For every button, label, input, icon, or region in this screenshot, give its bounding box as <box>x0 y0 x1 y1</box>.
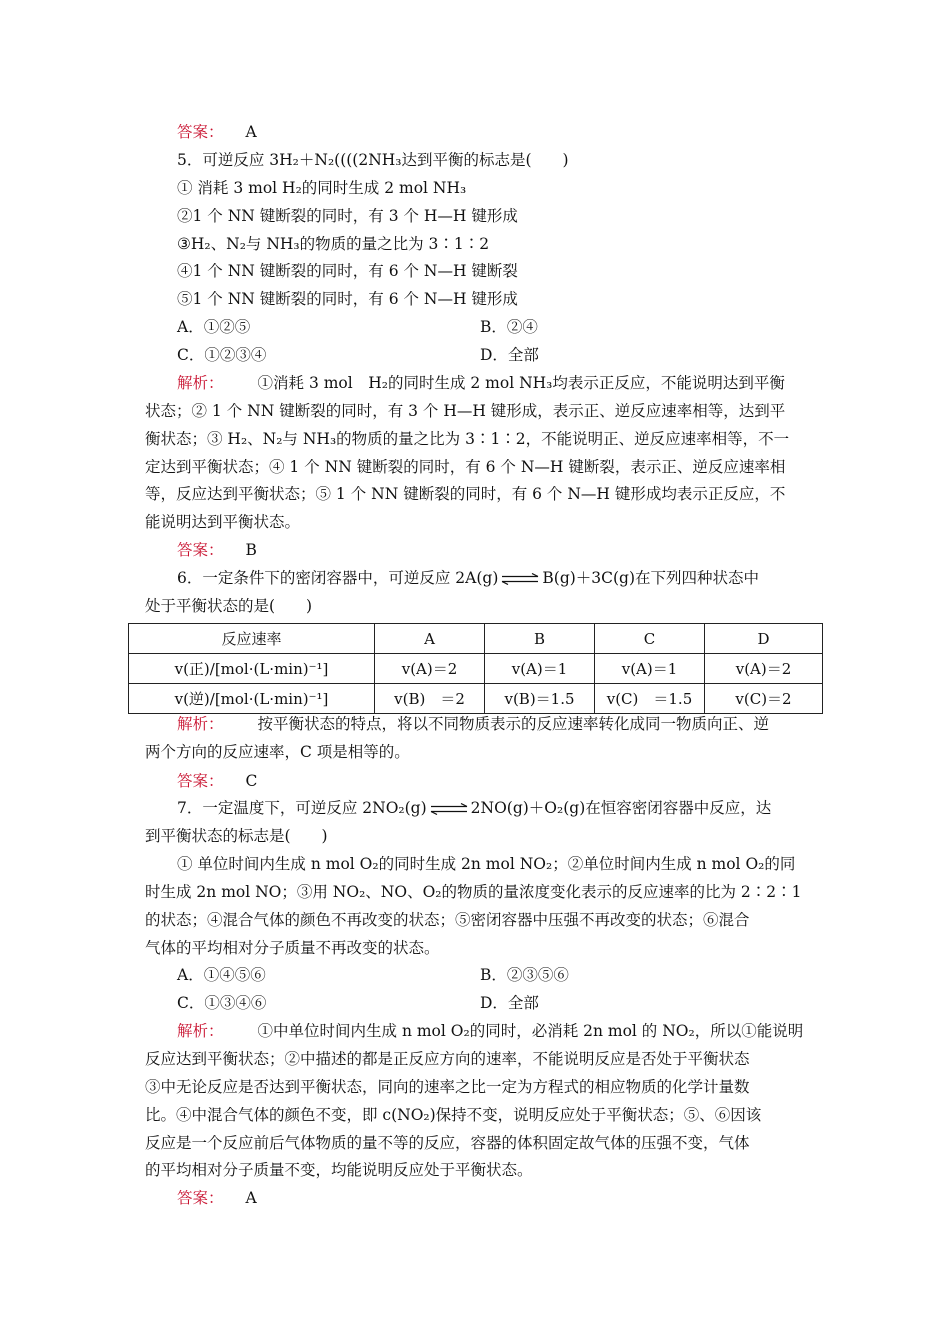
q7-analysis-line-3: ③中无论反应是否达到平衡状态，同向的速率之比一定为方程式的相应物质的化学计量数 <box>145 1078 750 1096</box>
answer-value: B <box>245 541 257 559</box>
q5-option-1: ① 消耗 3 mol H₂的同时生成 2 mol NH₃ <box>177 179 467 197</box>
q7-analysis-line-5: 反应是一个反应前后气体物质的量不等的反应，容器的体积固定故气体的压强不变，气体 <box>145 1134 750 1152</box>
table-header-cell: 反应速率 <box>129 624 375 654</box>
q7-analysis-line-1: 解析： ①中单位时间内生成 n mol O₂的同时，必消耗 2n mol 的 NO₂，所以①能说明 <box>177 1022 804 1040</box>
reversible-arrow-icon <box>429 803 469 815</box>
table-cell: v(B) ＝2 <box>375 684 485 714</box>
table-cell: v(C)＝2 <box>705 684 823 714</box>
q5-choice-d: D．全部 <box>480 346 539 364</box>
q5-choice-a: A．①②⑤ <box>177 318 251 336</box>
analysis-label: 解析： <box>177 374 224 392</box>
q7-analysis-line-4: 比。④中混合气体的颜色不变，即 c(NO₂)保持不变，说明反应处于平衡状态；⑤、⑥因该 <box>145 1106 762 1124</box>
q5-analysis-line-4: 定达到平衡状态；④ 1 个 NN 键断裂的同时，有 6 个 N—H 键断裂，表示正、逆反应速率相 <box>145 458 786 476</box>
table-row <box>129 654 823 684</box>
table-cell: v(C) ＝1.5 <box>595 684 705 714</box>
table-cell: v(A)＝2 <box>375 654 485 684</box>
q7-stem-line-1: 7．一定温度下，可逆反应 2NO₂(g) 2NO(g)＋O₂(g)在恒容密闭容器中反应，达 <box>177 799 772 817</box>
q5-analysis-line-2: 状态；② 1 个 NN 键断裂的同时，有 3 个 H—H 键形成，表示正、逆反应速率相等，达到平 <box>145 402 786 420</box>
table-cell: v(A)＝2 <box>705 654 823 684</box>
answer-label: 答案： <box>177 772 224 790</box>
analysis-label: 解析： <box>177 1022 224 1040</box>
answer-value: A <box>245 123 257 141</box>
table-cell: v(A)＝1 <box>595 654 705 684</box>
q7-choice-b: B．②③⑤⑥ <box>480 966 569 984</box>
q5-choice-c: C．①②③④ <box>177 346 267 364</box>
q6-answer <box>177 771 257 791</box>
q5-analysis-line-6: 能说明达到平衡状态。 <box>145 513 301 531</box>
q7-condition-line-4: 气体的平均相对分子质量不再改变的状态。 <box>145 939 440 957</box>
q5-analysis-line-5: 等，反应达到平衡状态；⑤ 1 个 NN 键断裂的同时，有 6 个 N—H 键形成均表示正反应，不 <box>145 485 786 503</box>
table-cell: v(逆)/[mol·(L·min)⁻¹] <box>129 684 375 714</box>
q7-answer <box>177 1188 257 1208</box>
answer-label: 答案： <box>177 541 224 559</box>
q7-analysis-line-6: 的平均相对分子质量不变，均能说明反应处于平衡状态。 <box>145 1161 533 1179</box>
q7-choice-a: A．①④⑤⑥ <box>177 966 266 984</box>
q7-choice-c: C．①③④⑥ <box>177 994 267 1012</box>
q7-analysis-line-2: 反应达到平衡状态；②中描述的都是正反应方向的速率，不能说明反应是否处于平衡状态 <box>145 1050 750 1068</box>
q7-stem-line-2: 到平衡状态的标志是( ) <box>145 827 328 845</box>
q5-option-4: ④1 个 NN 键断裂的同时，有 6 个 N—H 键断裂 <box>177 262 518 280</box>
analysis-label: 解析： <box>177 715 224 733</box>
table-header-cell: D <box>705 624 823 654</box>
table-cell: v(B)＝1.5 <box>485 684 595 714</box>
q7-choice-d: D．全部 <box>480 994 539 1012</box>
table-cell: v(正)/[mol·(L·min)⁻¹] <box>129 654 375 684</box>
q5-analysis-line-3: 衡状态；③ H₂、N₂与 NH₃的物质的量之比为 3∶1∶2，不能说明正、逆反应速率相等，不一 <box>145 430 790 448</box>
answer-label: 答案： <box>177 1189 224 1207</box>
table-row <box>129 684 823 714</box>
q5-option-5: ⑤1 个 NN 键断裂的同时，有 6 个 N—H 键形成 <box>177 290 518 308</box>
answer-value: A <box>245 1189 257 1207</box>
q5-answer <box>177 540 257 560</box>
q5-option-3: ③H₂、N₂与 NH₃的物质的量之比为 3∶1∶2 <box>177 235 490 253</box>
q7-condition-line-1: ① 单位时间内生成 n mol O₂的同时生成 2n mol NO₂；②单位时间内生成 n mol O₂的同 <box>177 855 796 873</box>
q5-choice-b: B．②④ <box>480 318 538 336</box>
q7-condition-line-3: 的状态；④混合气体的颜色不再改变的状态；⑤密闭容器中压强不再改变的状态；⑥混合 <box>145 911 750 929</box>
table-header-cell: A <box>375 624 485 654</box>
q6-stem-line-1: 6．一定条件下的密闭容器中，可逆反应 2A(g) B(g)＋3C(g)在下列四种状态中 <box>177 569 760 587</box>
q6-analysis-line-2: 两个方向的反应速率，C 项是相等的。 <box>145 743 410 761</box>
table-header-cell: B <box>485 624 595 654</box>
answer-value: C <box>245 772 258 790</box>
table-header-cell: C <box>595 624 705 654</box>
q6-analysis-line-1: 解析： 按平衡状态的特点，将以不同物质表示的反应速率转化成同一物质向正、逆 <box>177 715 770 733</box>
table-header-row <box>129 624 823 654</box>
q6-stem-line-2: 处于平衡状态的是( ) <box>145 597 313 615</box>
q5-analysis-line-1: 解析： ①消耗 3 mol H₂的同时生成 2 mol NH₃均表示正反应，不能说明达到平衡 <box>177 374 785 392</box>
rate-table <box>128 623 823 714</box>
table-cell: v(A)＝1 <box>485 654 595 684</box>
answer-label: 答案： <box>177 123 224 141</box>
q5-stem: 5．可逆反应 3H₂＋N₂((((2NH₃达到平衡的标志是( ) <box>177 151 569 169</box>
reversible-arrow-icon <box>500 573 540 585</box>
q4-answer <box>177 122 257 142</box>
q5-option-2: ②1 个 NN 键断裂的同时，有 3 个 H—H 键形成 <box>177 207 518 225</box>
q7-condition-line-2: 时生成 2n mol NO；③用 NO₂、NO、O₂的物质的量浓度变化表示的反应速率的比为 2∶2∶1 <box>145 883 802 901</box>
